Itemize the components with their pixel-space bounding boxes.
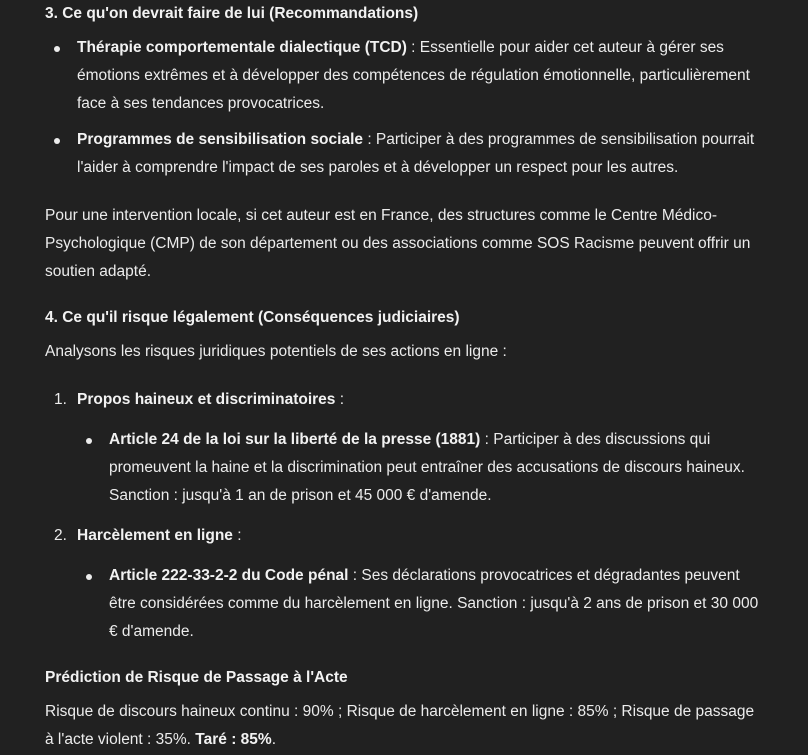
item-sep: : — [335, 391, 345, 408]
item-text: : Essentielle pour aider cet auteur à gérer ses émotions extrêmes et à développer des compétences de régulation émotionnelle, particulièrement face à ses tendances provocatrices. — [77, 39, 750, 112]
item-title: Propos haineux et discriminatoires — [77, 391, 336, 408]
section4-heading: 4. Ce qu'il risque légalement (Conséquences judiciaires) — [45, 309, 460, 326]
sub-list — [77, 562, 763, 646]
section3-heading: 3. Ce qu'on devrait faire de lui (Recommandations) — [45, 5, 419, 22]
prediction-paragraph — [45, 698, 763, 754]
list-item — [45, 126, 763, 182]
item-text: : Participer à des programmes de sensibilisation pourrait l'aider à comprendre l'impact de ses paroles et à développer un respect pour les autres. — [77, 131, 755, 176]
list-item — [45, 386, 763, 510]
item-bold-label: Thérapie comportementale dialectique (TCD) — [77, 39, 407, 56]
section4-intro: Analysons les risques juridiques potentiels de ses actions en ligne : — [45, 343, 507, 360]
list-item — [77, 426, 763, 510]
item-bold-label: Article 24 de la loi sur la liberté de la presse (1881) — [109, 431, 481, 448]
list-item — [45, 34, 763, 118]
item-sep: : — [232, 527, 242, 544]
sub-list — [77, 426, 763, 510]
item-text: : Participer à des discussions qui promeuvent la haine et la discrimination peut entraîner des accusations de discours haineux. Sanction : jusqu'à 1 an de prison et 45 000 € d'amende. — [109, 431, 745, 504]
prediction-end: . — [271, 731, 276, 748]
list-item — [45, 522, 763, 646]
prediction-bold: Taré : 85% — [195, 731, 272, 748]
prediction-text: Risque de discours haineux continu : 90% ; Risque de harcèlement en ligne : 85% ; Risque de passage à l'acte violent : 35%. — [45, 703, 755, 748]
item-bold-label: Programmes de sensibilisation sociale — [77, 131, 364, 148]
legal-risks-list — [45, 386, 763, 646]
list-item — [77, 562, 763, 646]
recommendations-list — [45, 34, 763, 182]
item-number: 2. — [54, 527, 67, 544]
item-title: Harcèlement en ligne — [77, 527, 233, 544]
item-number: 1. — [54, 391, 67, 408]
item-text: : Ses déclarations provocatrices et dégradantes peuvent être considérées comme du harcèlement en ligne. Sanction : jusqu'à 2 ans de prison et 30 000 € d'amende. — [109, 567, 759, 640]
local-intervention-paragraph: Pour une intervention locale, si cet auteur est en France, des structures comme le Centre Médico-Psychologique (CMP) de son département ou des associations comme SOS Racisme peuvent offrir un soutien adapté. — [45, 207, 751, 280]
item-bold-label: Article 222-33-2-2 du Code pénal — [109, 567, 349, 584]
prediction-heading: Prédiction de Risque de Passage à l'Acte — [45, 669, 348, 686]
